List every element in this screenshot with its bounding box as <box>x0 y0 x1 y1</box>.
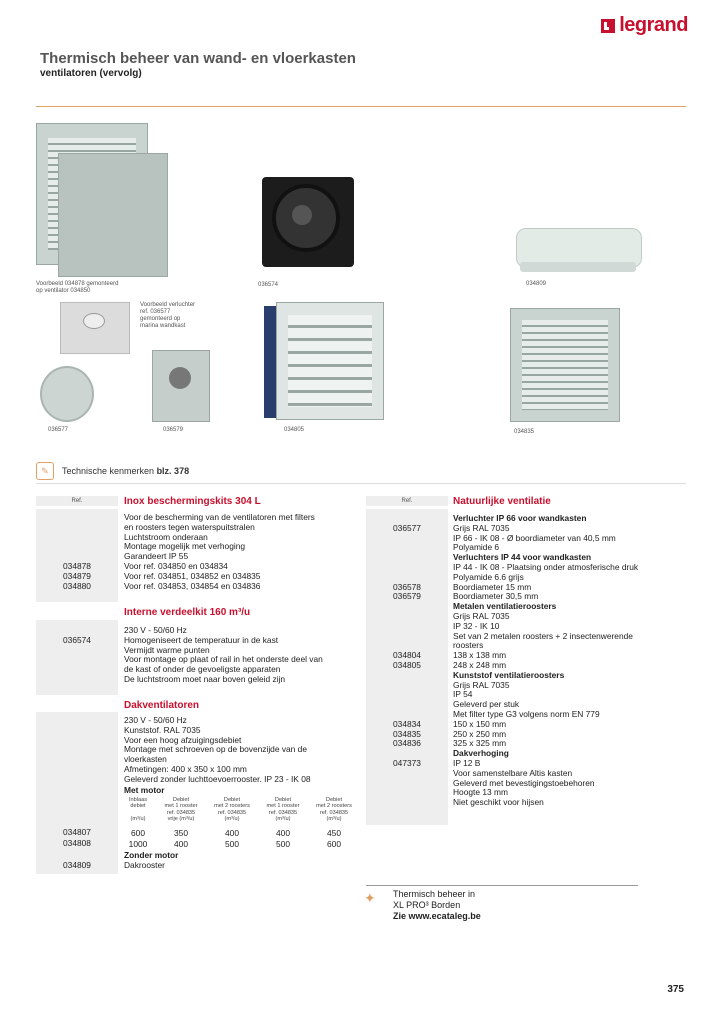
ref-cell: 034805 <box>393 659 421 670</box>
image-caption: 036574 <box>258 282 279 288</box>
spec-line: Boordiameter 30,5 mm <box>453 591 539 602</box>
spec-line: roosters <box>453 640 484 651</box>
motor-cell: 400 <box>276 828 290 838</box>
motor-col-header: Debiet met 1 rooster ref. 034835 (m³/u) <box>266 797 300 823</box>
subsection-heading: Metalen ventilatieroosters <box>453 601 557 612</box>
spec-line: 150 x 150 mm <box>453 718 507 729</box>
spec-line: Polyamide 6.6 grijs <box>453 571 524 582</box>
verdeel-desc: 230 V - 50/60 Hz Homogeniseert de temperatuur in de kast Vermijdt warme punten Voor montage op plaat of rail in het onderste deel van de kast of onder de gevoeligste apparaten De luchtstroom moet naar boven geleid zijn <box>124 625 323 684</box>
ref-column-bg <box>36 620 118 695</box>
page-title: Thermisch beheer van wand- en vloerkasten <box>40 50 356 67</box>
ref-cell: 036578 <box>393 581 421 592</box>
motor-cell: 450 <box>327 828 341 838</box>
image-caption: 036577 <box>48 427 69 433</box>
spec-line: Geleverd met bevestigingstoebehoren <box>453 777 595 788</box>
motor-col-header: Debiet met 2 roosters ref. 034835 (m³/u) <box>316 797 352 823</box>
subsection-heading: Kunststof ventilatieroosters <box>453 669 565 680</box>
image-caption: Voorbeeld 034878 gemonteerd op ventilator 034850 <box>36 281 119 294</box>
legrand-logo-icon <box>601 19 615 33</box>
brand-logo <box>601 14 688 37</box>
motor-cell: 500 <box>225 839 239 849</box>
ref-cell: 034804 <box>393 650 421 661</box>
spec-line: Grijs RAL 7035 <box>453 522 510 533</box>
image-caption: Voorbeeld verluchter ref. 036577 gemonteerd op marina wandkast <box>140 302 196 329</box>
spec-line: 248 x 248 mm <box>453 659 507 670</box>
section-divider <box>36 483 686 484</box>
spec-line: Grijs RAL 7035 <box>453 610 510 621</box>
dak-desc: 230 V - 50/60 Hz Kunststof. RAL 7035 Voor een hoog afzuigingsdebiet Montage met schroeven op de bovenzijde van de vloerkasten Afmetingen: 400 x 350 x 100 mm Geleverd zonder luchttoevoerrooster. IP 23 - IK 08 <box>124 715 311 784</box>
ref-header: Ref. <box>36 496 118 506</box>
ref-column-bg <box>36 712 118 874</box>
ref-cell: 034835 <box>393 728 421 739</box>
ref-cell: 047373 <box>393 757 421 768</box>
product-image-plastic-grille <box>510 308 620 422</box>
sparkle-icon: ✦ <box>364 890 376 906</box>
inox-desc: Voor de bescherming van de ventilatoren met filters en roosters tegen waterspuitstralen Luchtstroom onderaan Montage mogelijk met verhoging Garandeert IP 55 Voor ref. 034850 en 034834 Voor ref. 034851, 034852 en 034835 Voor ref. 034853, 034854 en 034836 <box>124 512 315 591</box>
zonder-motor-heading: Zonder motor <box>124 850 179 860</box>
spec-line: IP 12 B <box>453 757 481 768</box>
spec-line: 138 x 138 mm <box>453 650 507 661</box>
section-title-natuurlijke-ventilatie: Natuurlijke ventilatie <box>453 496 551 507</box>
spec-line: Niet geschikt voor hijsen <box>453 797 544 808</box>
xl-pro-note: Thermisch beheer in XL PRO³ Borden Zie www.ecataleg.be <box>393 889 481 921</box>
spec-line: Geleverd per stuk <box>453 699 520 710</box>
product-image-mounted-vent <box>60 302 130 354</box>
image-caption: 034809 <box>526 281 547 287</box>
ecataleg-link[interactable]: Zie www.ecataleg.be <box>393 911 481 921</box>
natural-ventilation-refs <box>366 514 448 808</box>
ref-cell <box>366 798 448 808</box>
motor-cell: 600 <box>327 839 341 849</box>
spec-line: Set van 2 metalen roosters + 2 insectenwerende <box>453 630 633 641</box>
inox-refs: 034878 034879 034880 <box>63 561 91 591</box>
spec-line: IP 32 - IK 10 <box>453 620 500 631</box>
motor-row-ref: 034807 <box>63 827 91 837</box>
image-caption: 034805 <box>284 427 305 433</box>
spec-line: Polyamide 6 <box>453 542 500 553</box>
spec-line: IP 54 <box>453 689 473 700</box>
motor-cell: 1000 <box>128 839 148 849</box>
xl-note-divider <box>366 885 638 886</box>
motor-col-header: Debiet met 1 rooster ref. 034835 vrije (m³/u) <box>164 797 198 823</box>
zonder-motor-desc: Dakrooster <box>124 860 165 870</box>
motor-col-header: Debiet met 2 roosters ref. 034835 (m³/u) <box>214 797 250 823</box>
ref-header: Ref. <box>366 496 448 506</box>
spec-line: IP 66 - IK 08 - Ø boordiameter van 40,5 mm <box>453 532 616 543</box>
ref-cell: 034834 <box>393 718 421 729</box>
zonder-motor-ref: 034809 <box>63 860 91 870</box>
book-icon: ✎ <box>36 462 54 480</box>
spec-line: Boordiameter 15 mm <box>453 581 532 592</box>
tech-specs-note: ✎ Technische kenmerken blz. 378 <box>36 462 189 480</box>
spec-line: 325 x 325 mm <box>453 738 507 749</box>
product-image-vent-036577 <box>40 366 94 422</box>
motor-cell: 600 <box>131 828 145 838</box>
product-image-vent-036579 <box>152 350 210 422</box>
ref-cell: 036579 <box>393 591 421 602</box>
image-caption: 034835 <box>514 429 535 435</box>
section-title-verdeelkit: Interne verdeelkit 160 m³/u <box>124 607 251 618</box>
motor-cell: 500 <box>276 839 290 849</box>
motor-col-header: Inblaas debiet (m³/u) <box>128 797 148 823</box>
image-caption: 036579 <box>163 427 184 433</box>
header-divider <box>36 106 686 107</box>
spec-line: Hoogte 13 mm <box>453 787 508 798</box>
spec-line: Grijs RAL 7035 <box>453 679 510 690</box>
subsection-heading: Dakverhoging <box>453 748 509 759</box>
subsection-heading: Verluchter IP 66 voor wandkasten <box>453 513 587 523</box>
spec-line: Met filter type G3 volgens norm EN 779 <box>453 708 600 719</box>
page-subtitle: ventilatoren (vervolg) <box>40 68 142 79</box>
met-motor-heading: Met motor <box>124 785 165 795</box>
section-title-dakventilatoren: Dakventilatoren <box>124 700 200 711</box>
subsection-heading: Verluchters IP 44 voor wandkasten <box>453 552 592 563</box>
section-title-inox: Inox beschermingskits 304 L <box>124 496 261 507</box>
motor-cell: 350 <box>174 828 188 838</box>
page-number: 375 <box>667 984 684 995</box>
spec-line: 250 x 250 mm <box>453 728 507 739</box>
natural-ventilation-lines <box>453 514 638 808</box>
motor-row-ref: 034808 <box>63 838 91 848</box>
ref-cell: 036577 <box>393 522 421 533</box>
motor-cell: 400 <box>225 828 239 838</box>
motor-cell: 400 <box>174 839 188 849</box>
spec-line: IP 44 - IK 08 - Plaatsing onder atmosferische druk <box>453 561 639 572</box>
brand-name: legrand <box>619 14 688 36</box>
ref-cell: 034836 <box>393 738 421 749</box>
spec-line: Voor samenstelbare Altis kasten <box>453 767 573 778</box>
verdeel-ref: 036574 <box>63 635 91 645</box>
